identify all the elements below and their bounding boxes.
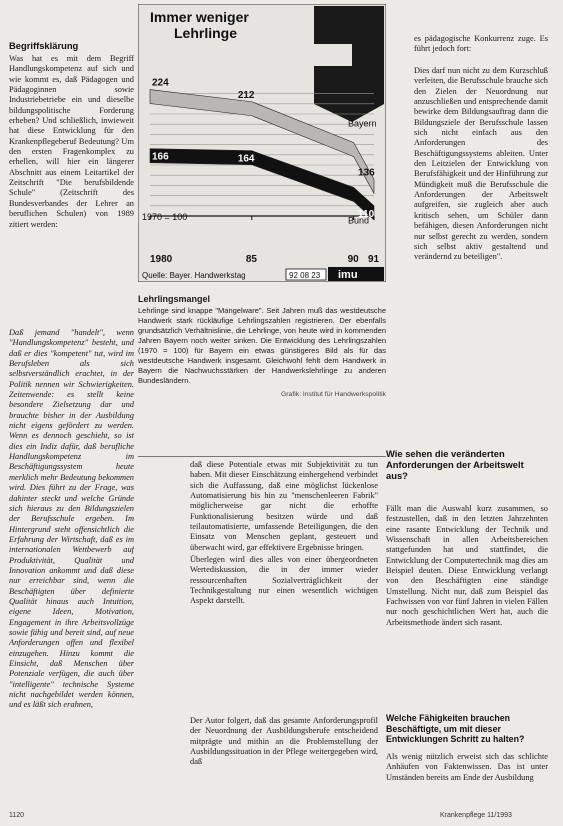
- caption-bottom-rule: [138, 456, 386, 457]
- column-3-body-text: [386, 504, 548, 710]
- column-3-quote-text: [414, 66, 548, 438]
- imu-brand-label: imu: [338, 269, 358, 281]
- baseline-label: 1970 = 100: [142, 212, 188, 222]
- column-2-text: [190, 460, 378, 718]
- x-tick-label: 90: [347, 254, 359, 265]
- data-label-bayern-1985: 212: [237, 89, 255, 101]
- column-1-quote: Daß jemand "handelt", wenn "Handlungskompetenz" besteht, und daß er dies "kompetent" tut, wird im Berufsleben als sich selbstverständlich erachtet, in der Politik nennen wir Schwierigkeiten. Zeitenwende: es stellt keine besondere Zielsetzung dar und brauchte bisher in der Ausbildung nicht eigens gefördert zu werden. Wenn es dennoch geschieht, so ist dies ein Indiz dafür, daß berufliche Handlungskompetenz im Beschäftigungssystem heute merklich mehr Bedeutung bekommen wird. Dies führt zu der Frage, was dahinter steckt und welche Gründe sich hieraus zu den Bildungszielen der Berufsschule ergeben. Im Hintergrund steht offensichtlich die Erfahrung der Wirtschaft, daß es im internationalen Wettbewerb auf Produktivität, Qualität und Innovation ankommt und daß diese nur erreichbar sind, wenn die Beschäftigten über definierte Qualität hinaus auch Intuition, eigene Ideen, Motivation, Engagement in ihre Arbeitsvollzüge sowie fähig und bereit sind, auf neue Anforderungen offen und flexibel einzugehen. Hinzu kommt die Einsicht, daß Menschen über Potenziale verfügen, die auch über "intelligente" technische Systeme nicht nachgebildet werden können, und es läßt sich erahnen,: [9, 328, 134, 710]
- column-2-paragraph-3: Der Autor folgert, daß das gesamte Anforderungsprofil der Neuordnung der Ausbildungsberufe entscheidend mitprägte und mithin an die Problemstellung der Ausbildungssituation in der Pflege weitergegeben wird, daß: [190, 716, 378, 767]
- column-1-paragraph: Was hat es mit dem Begriff Handlungskompetenz auf sich und wie kommt es, daß Pädagogen und Pädagoginnen sowie Industriebetriebe ein und dieselbe bildungspolitische Forderung erheben? Und schließlich, inwieweit hat diese Entwicklung für den Krankenpflegeberuf Bedeutung? Um den ersten Fragenkomplex zu erhellen, will hier ein längerer Abschnitt aus einem Leitartikel der Zeitschrift "Die berufsbildende Schule" (Zeitschrift des Bundesverbandes der Lehrer an beruflichen Schulen) von 1989 zitiert werden:: [9, 54, 134, 229]
- column-3-body-text-2: [386, 752, 548, 808]
- series-name-bayern: Bayern: [348, 118, 377, 129]
- column-3-top-text: [414, 34, 548, 64]
- section-heading-begriffsklaerung: Begriffsklärung: [9, 40, 79, 51]
- column-1-quote-text: [9, 328, 134, 808]
- caption-body: Lehrlinge sind knappe "Mangelware". Seit Jahren muß das westdeutsche Handwerk stark rückläufige Lehrlingszahlen registrieren. Der ebenfalls grundsätzlich Verhältnislinie, die Lehrlinge, von heute wird in kommenden Jahren Bayern noch weiter sinken. Die Entwicklung des Lehrlingszahlen (1970 = 100) für Bayern ein etwas günstigeres Bild als für das westdeutsche Handwerk insgesamt. Gleichwohl fehlt dem Handwerk in Bayern die Nachwuchsstärken der Handwerkslehrlinge zu anderen Bundesländern.: [138, 306, 386, 385]
- data-label-bayern-1980: 224: [152, 77, 169, 89]
- column-2-paragraph-1: daß diese Potentiale etwas mit Subjektivität zu tun haben. Mit dieser Einschätzung einhergehend verbindet sich die Auffassung, daß eine möglichst lückenlose Automatisierung bis hin zu "menschenleeren Fabrik" möglicherweise gar nicht die erhoffte Funktionalisierung besitzen würde und daß teilautomatisierte, umfassende Beteiligungen, die den Einsatz von Menschen geplant, gesteuert und überwacht wird, gar effektivere Ergebnisse bringen.: [190, 460, 378, 552]
- column-2-paragraph-2: Überlegen wird dies alles von einer übergeordneten Wertediskussion, die in der immer wieder ressourcenhaften Sozialverträglichkeit der Technikgestaltung nur einen wesentlich wichtigen Aspekt darstellt.: [190, 555, 378, 606]
- column-1-intro-text: [9, 54, 134, 326]
- data-label-bayern-1991: 136: [358, 167, 375, 179]
- column-3-paragraph-2: Als wenig nützlich erweist sich das schlichte Anhäufen von Faktenwissen. Das ist unter Umständen bereits am Ende der Ausbildung: [386, 752, 548, 782]
- caption-title: Lehrlingsmangel: [138, 294, 211, 304]
- section-heading-faehigkeiten: Welche Fähigkeiten brauchen Beschäftigte, um mit dieser Entwicklungen Schritt zu halten?: [386, 713, 525, 744]
- chart-title-line-2: Lehrlinge: [174, 25, 238, 41]
- journal-reference: Krankenpflege 11/1993: [440, 812, 512, 819]
- chart-source: Quelle: Bayer. Handwerkstag: [142, 271, 246, 280]
- column-3-quote: Dies darf nun nicht zu dem Kurzschluß verleiten, die Berufsschule brauche sich den Zielen der Neuordnung nur anzuschließen und entsprechende damit bewirke dem Bildungsauftrag dann die Bildungsziele der Berufsschule lassen sich nicht einfach aus den Anforderungen des Beschäftigungssystems ableiten. Unter den Leitzielen der Entwicklung von Berufsfähigkeit und der Hinführung zur Mündigkeit muß die Berufsschule die Anforderungen der Arbeitswelt aufgreifen, sie zugleich aber auch kritisch sehen, um Schüler dann befähigen, diesen Anforderungen nicht nur selbst gerecht zu werden, sondern sich selbst aktiv gestaltend und verändernd zu beteiligen".: [414, 66, 548, 262]
- page-number: 1120: [9, 812, 25, 819]
- column-3-intro: es pädagogische Konkurrenz zuge. Es führt jedoch fort:: [414, 34, 548, 54]
- x-tick-label: 85: [245, 254, 257, 265]
- chart-title-line-1: Immer weniger: [150, 9, 249, 25]
- chart-date-stamp: 92 08 23: [289, 271, 321, 280]
- x-tick-label: 1980: [150, 254, 173, 265]
- column-2-text-lower: [190, 716, 378, 810]
- chart-caption-box: [138, 294, 386, 454]
- apprentice-decline-chart: [138, 4, 386, 282]
- data-label-bund-1980: 166: [152, 151, 169, 163]
- series-name-bund: Bund: [348, 215, 370, 226]
- caption-credit: Grafik: Institut für Handwerkspolitik: [280, 391, 386, 398]
- section-heading-anforderungen: Wie sehen die veränderten Anforderungen der Arbeitswelt aus?: [386, 448, 524, 481]
- data-label-bund-1991: 110: [358, 208, 375, 220]
- data-label-bund-1985: 164: [237, 153, 255, 165]
- column-3-paragraph: Fällt man die Auswahl kurz zusammen, so festzustellen, daß in den letzten Jahrzehnten eine rasante Entwicklung der Technik und Wissenschaft in allen Arbeitsbereichen stattgefunden hat und stattfindet, die Entwicklung der Computertechnik mag dies am Beispiel deuten. Diese Entwicklung verlangt von den Beschäftigten eine ständige Umstellung. Nicht nur, daß zum Beispiel das Fachwissen von vor fünf Jahren in vielen Fällen nur noch geschichtlichen Wert hat, auch die Arbeitsmethode ändert sich rasant.: [386, 504, 548, 627]
- x-tick-label: 91: [368, 254, 380, 265]
